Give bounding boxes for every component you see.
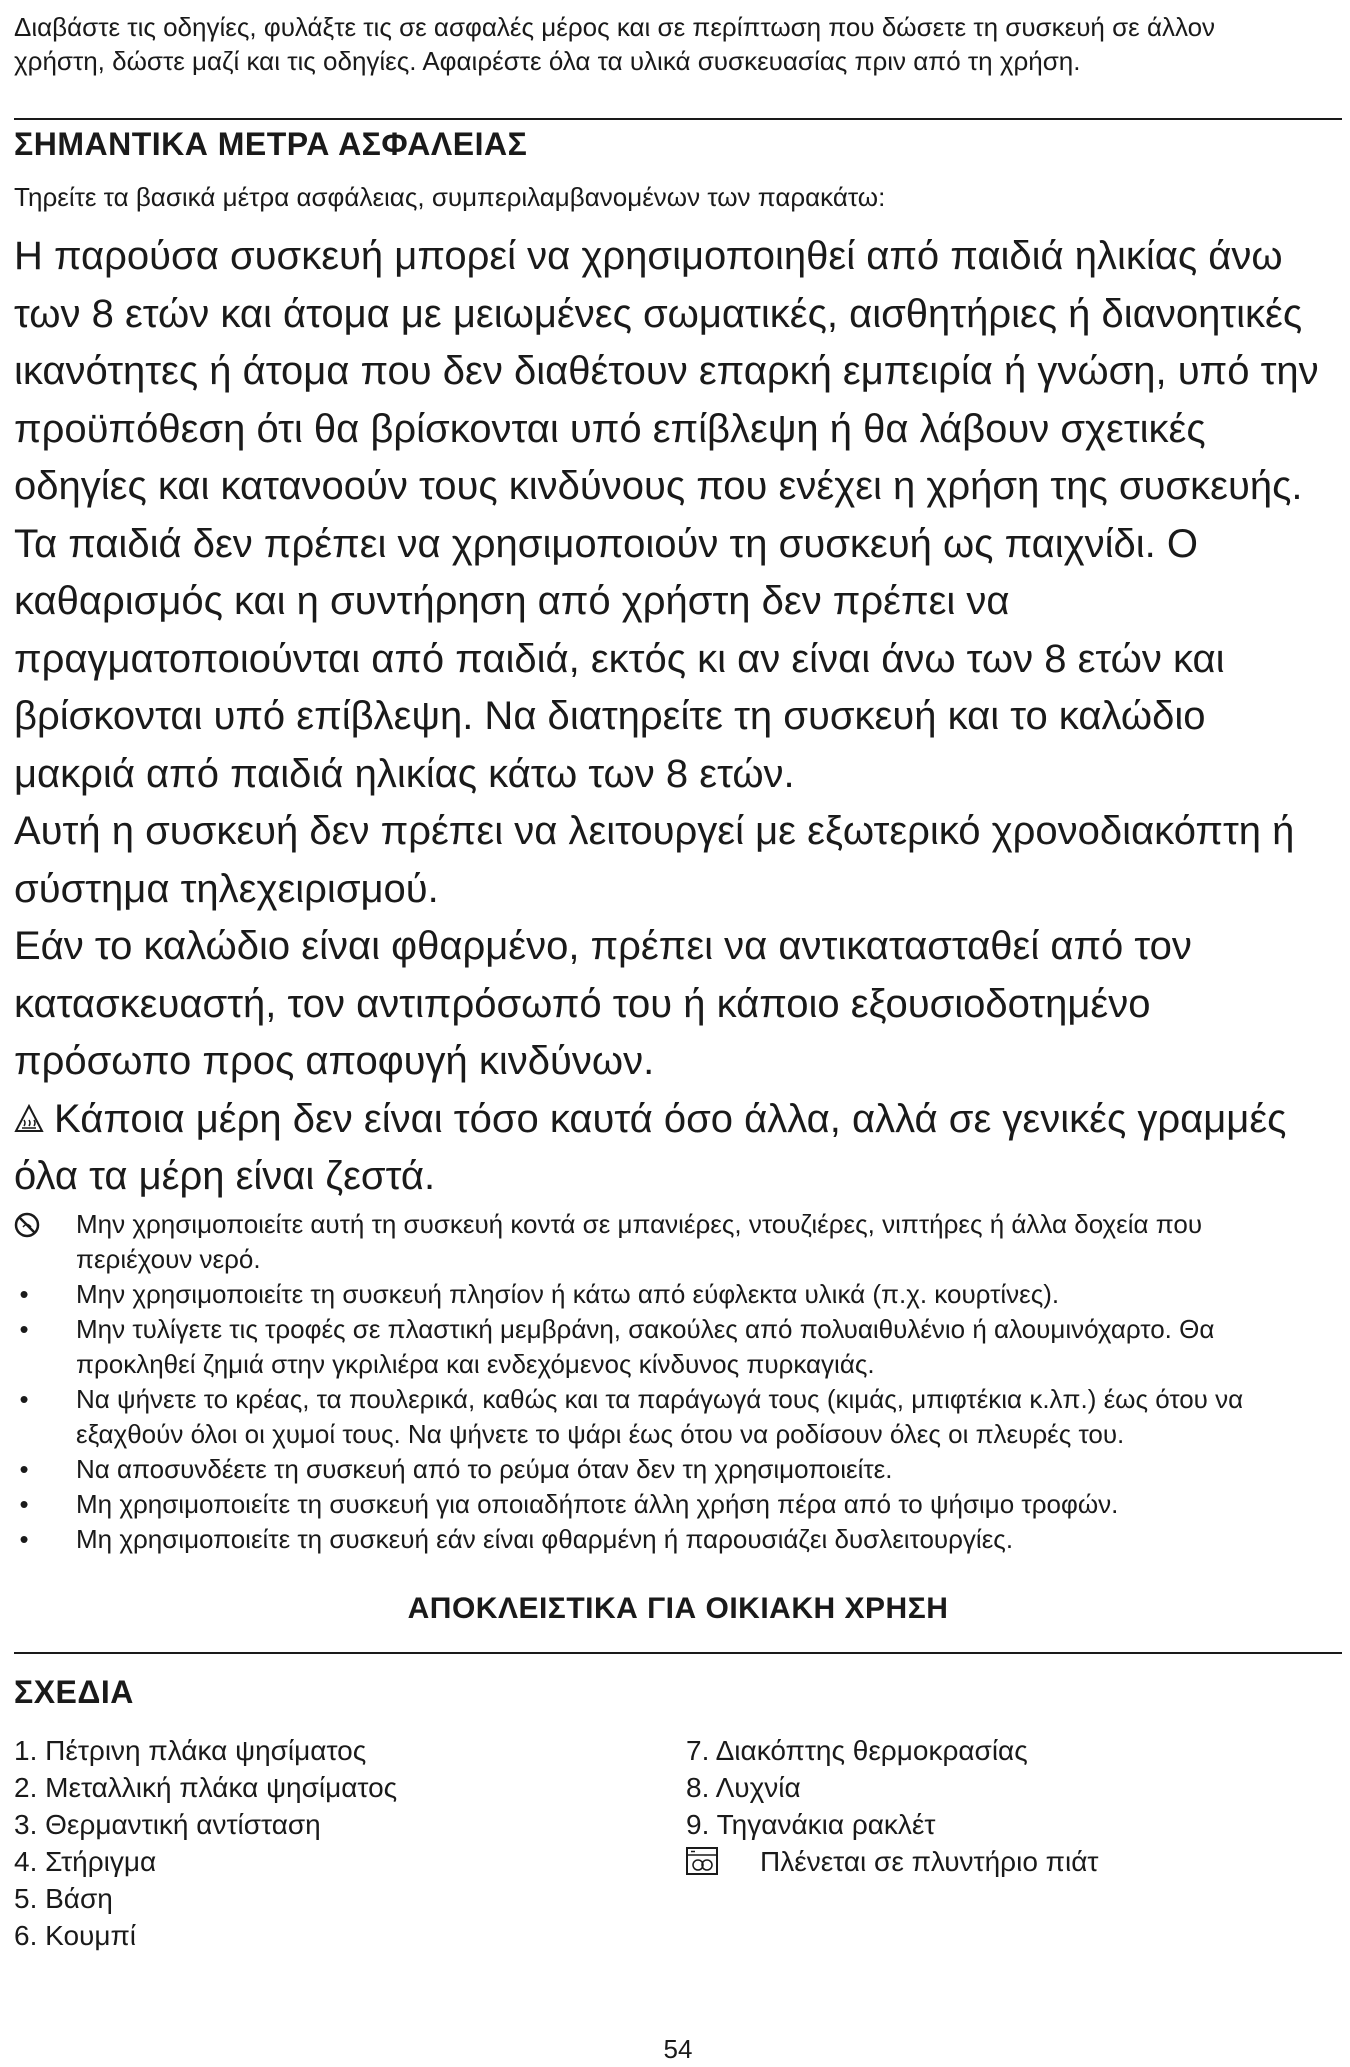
text-line: ικανότητες ή άτομα που δεν διαθέτουν επαρκή εμπειρία ή γνώση, υπό την bbox=[14, 349, 1319, 393]
timer-paragraph bbox=[14, 803, 1342, 918]
text-line: κατασκευαστή, τον αντιπρόσωπό του ή κάποιο εξουσιοδοτημένο bbox=[14, 981, 1151, 1026]
bullet: • bbox=[19, 1454, 29, 1484]
list-item bbox=[14, 1277, 1342, 1312]
part-item: 4. Στήριγμα bbox=[14, 1846, 157, 1877]
text-line: προκληθεί ζημιά στην γκριλιέρα και ενδεχόμενος κίνδυνος πυρκαγιάς. bbox=[76, 1349, 875, 1379]
intro-line: χρήστη, δώστε μαζί και τις οδηγίες. Αφαιρέστε όλα τα υλικά συσκευασίας πριν από τη χρήση. bbox=[14, 46, 1081, 76]
section-divider bbox=[14, 118, 1342, 120]
text-line: οδηγίες και κατανοούν τους κινδύνους που ενέχει η χρήση της συσκευής. bbox=[14, 464, 1303, 508]
safety-main-text bbox=[14, 228, 1342, 1206]
designs-heading: ΣΧΕΔΙΑ bbox=[14, 1674, 134, 1710]
text-line: εξαχθούν όλοι οι χυμοί τους. Να ψήνετε το ψάρι έως ότου να ροδίσουν όλες οι πλευρές του. bbox=[76, 1419, 1125, 1449]
text-line: μακριά από παιδιά ηλικίας κάτω των 8 ετών. bbox=[14, 751, 795, 796]
cable-paragraph bbox=[14, 918, 1342, 1091]
part-item: 8. Λυχνία bbox=[686, 1772, 801, 1803]
list-item bbox=[14, 1382, 1342, 1452]
text-line: Μην χρησιμοποιείτε τη συσκευή πλησίον ή κάτω από εύφλεκτα υλικά (π.χ. κουρτίνες). bbox=[76, 1279, 1060, 1309]
dishwasher-safe-item bbox=[686, 1843, 1098, 1880]
text-line: καθαρισμός και η συντήρηση από χρήστη δεν πρέπει να bbox=[14, 579, 1010, 623]
text-line: προϋπόθεση ότι θα βρίσκονται υπό επίβλεψη ή θα λάβουν σχετικές bbox=[14, 406, 1206, 451]
children-paragraph bbox=[14, 228, 1342, 803]
list-item bbox=[14, 1522, 1342, 1557]
text-line: περιέχουν νερό. bbox=[76, 1244, 261, 1274]
safety-subline: Τηρείτε τα βασικά μέτρα ασφάλειας, συμπεριλαμβανομένων των παρακάτω: bbox=[14, 182, 886, 212]
hot-surface-paragraph bbox=[14, 1091, 1342, 1206]
manual-page bbox=[14, 10, 1342, 2064]
text-line: Μη χρησιμοποιείτε τη συσκευή για οποιαδήποτε άλλη χρήση πέρα από το ψήσιμο τροφών. bbox=[76, 1489, 1119, 1519]
part-item: 3. Θερμαντική αντίσταση bbox=[14, 1809, 321, 1840]
intro-line: Διαβάστε τις οδηγίες, φυλάξτε τις σε ασφαλές μέρος και σε περίπτωση που δώσετε τη συσκευή σε άλλον bbox=[14, 12, 1216, 42]
page-number: 54 bbox=[663, 2034, 693, 2064]
household-use-heading: ΑΠΟΚΛΕΙΣΤΙΚΑ ΓΙΑ ΟΙΚΙΑΚΗ ΧΡΗΣΗ bbox=[407, 1592, 949, 1625]
list-item bbox=[14, 1487, 1342, 1522]
part-item: 2. Μεταλλική πλάκα ψησίματος bbox=[14, 1772, 398, 1803]
dishwasher-icon bbox=[686, 1847, 718, 1875]
parts-list-left bbox=[14, 1732, 397, 1954]
text-line: σύστημα τηλεχειρισμού. bbox=[14, 866, 439, 911]
text-line: Να ψήνετε το κρέας, τα πουλερικά, καθώς και τα παράγωγά τους (κιμάς, μπιφτέκια κ.λπ.) έως ότου να bbox=[76, 1384, 1244, 1414]
text-line: όλα τα μέρη είναι ζεστά. bbox=[14, 1154, 436, 1198]
intro-text bbox=[14, 10, 1342, 78]
dishwasher-label: Πλένεται σε πλυντήριο πιάτ bbox=[760, 1846, 1099, 1877]
part-item: 9. Τηγανάκια ρακλέτ bbox=[686, 1809, 936, 1840]
text-line: πραγματοποιούνται από παιδιά, εκτός κι αν είναι άνω των 8 ετών και bbox=[14, 636, 1225, 681]
text-line: Τα παιδιά δεν πρέπει να χρησιμοποιούν τη συσκευή ως παιχνίδι. Ο bbox=[14, 521, 1198, 566]
text-line: των 8 ετών και άτομα με μειωμένες σωματικές, αισθητήριες ή διανοητικές bbox=[14, 291, 1303, 336]
text-line: βρίσκονται υπό επίβλεψη. Να διατηρείτε τη συσκευή και το καλώδιο bbox=[14, 694, 1206, 738]
hot-surface-warning-icon bbox=[14, 1104, 44, 1134]
text-line: Η παρούσα συσκευή μπορεί να χρησιμοποιηθεί από παιδιά ηλικίας άνω bbox=[14, 234, 1283, 278]
part-item: 6. Κουμπί bbox=[14, 1920, 137, 1951]
no-water-warning bbox=[14, 1207, 1342, 1277]
part-item: 5. Βάση bbox=[14, 1883, 113, 1914]
section-divider bbox=[14, 1652, 1342, 1654]
part-item: 7. Διακόπτης θερμοκρασίας bbox=[686, 1735, 1028, 1766]
bullet: • bbox=[19, 1384, 29, 1414]
text-line: Να αποσυνδέετε τη συσκευή από το ρεύμα όταν δεν τη χρησιμοποιείτε. bbox=[76, 1454, 893, 1484]
text-line: Μην χρησιμοποιείτε αυτή τη συσκευή κοντά σε μπανιέρες, ντουζιέρες, νιπτήρες ή άλλα δοχεία που bbox=[76, 1209, 1203, 1239]
bullet: • bbox=[19, 1279, 29, 1309]
bullet: • bbox=[19, 1314, 29, 1344]
text-line: πρόσωπο προς αποφυγή κινδύνων. bbox=[14, 1039, 655, 1083]
parts-list-right bbox=[686, 1732, 1098, 1880]
list-item bbox=[14, 1452, 1342, 1487]
text-line: Μην τυλίγετε τις τροφές σε πλαστική μεμβράνη, σακούλες από πολυαιθυλένιο ή αλουμινόχαρτο. Θα bbox=[76, 1314, 1215, 1344]
bullet: • bbox=[19, 1489, 29, 1519]
text-line: Μη χρησιμοποιείτε τη συσκευή εάν είναι φθαρμένη ή παρουσιάζει δυσλειτουργίες. bbox=[76, 1524, 1014, 1554]
part-item: 1. Πέτρινη πλάκα ψησίματος bbox=[14, 1735, 367, 1766]
text-line: Αυτή η συσκευή δεν πρέπει να λειτουργεί με εξωτερικό χρονοδιακόπτη ή bbox=[14, 809, 1295, 853]
no-water-icon bbox=[14, 1212, 40, 1238]
safety-heading: ΣΗΜΑΝΤΙΚΑ ΜΕΤΡΑ ΑΣΦΑΛΕΙΑΣ bbox=[14, 126, 528, 162]
text-line: Εάν το καλώδιο είναι φθαρμένο, πρέπει να αντικατασταθεί από τον bbox=[14, 924, 1192, 968]
list-item bbox=[14, 1312, 1342, 1382]
safety-list bbox=[14, 1207, 1342, 1557]
text-line: Κάποια μέρη δεν είναι τόσο καυτά όσο άλλα, αλλά σε γενικές γραμμές bbox=[54, 1096, 1287, 1141]
bullet: • bbox=[19, 1524, 29, 1554]
